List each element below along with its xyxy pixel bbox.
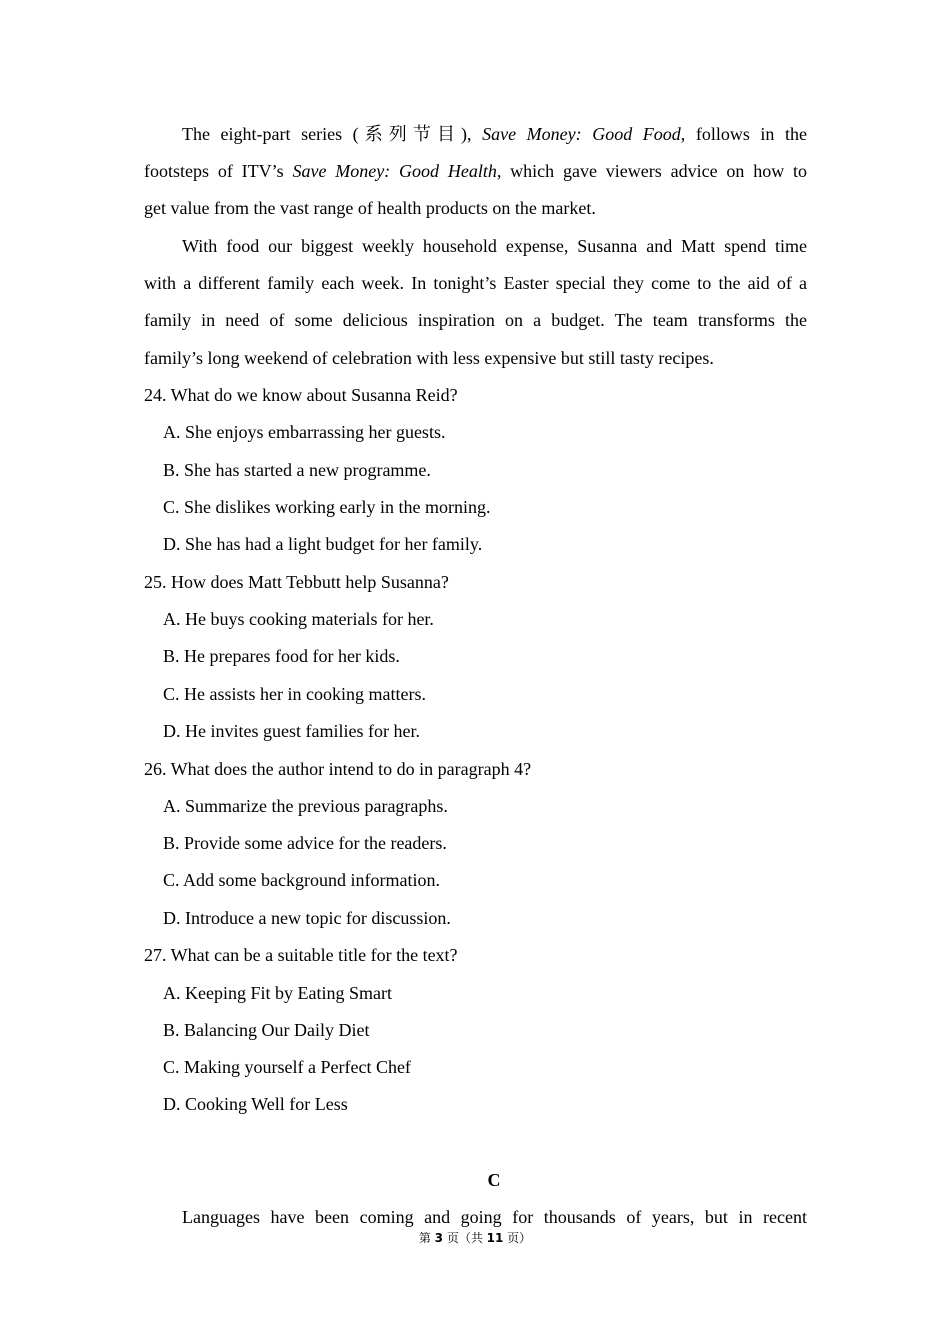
paragraph-2-line-3: family in need of some delicious inspiration on a budget. The team transforms the (144, 310, 807, 330)
paragraph-2-line-4: family’s long weekend of celebration with less expensive but still tasty recipes. (144, 348, 714, 368)
current-page-number: 3 (434, 1231, 443, 1245)
question-24-option-c: C. She dislikes working early in the morning. (163, 497, 491, 517)
question-27-option-a: A. Keeping Fit by Eating Smart (163, 983, 392, 1003)
paragraph-2-line-1: With food our biggest weekly household expense, Susanna and Matt spend time (182, 236, 807, 256)
question-25-option-c: C. He assists her in cooking matters. (163, 684, 426, 704)
section-c-heading: C (487, 1170, 501, 1190)
paragraph-1-line-2: footsteps of ITV’s Save Money: Good Health, which gave viewers advice on how to (144, 161, 808, 181)
question-26-option-a: A. Summarize the previous paragraphs. (163, 796, 448, 816)
series-title: Save Money: Good Food (482, 124, 681, 144)
paragraph-1-line-1: The eight-part series (系列节目), Save Money: Good Food, follows in the (182, 124, 807, 144)
section-c-first-line: Languages have been coming and going for thousands of years, but in recent (182, 1207, 807, 1227)
question-27-option-d: D. Cooking Well for Less (163, 1094, 348, 1114)
paragraph-1-line-3: get value from the vast range of health products on the market. (144, 198, 596, 218)
question-27-option-b: B. Balancing Our Daily Diet (163, 1020, 370, 1040)
question-26-option-d: D. Introduce a new topic for discussion. (163, 908, 451, 928)
question-27-stem: 27. What can be a suitable title for the text? (144, 945, 458, 965)
question-25-option-d: D. He invites guest families for her. (163, 721, 420, 741)
question-26-option-c: C. Add some background information. (163, 870, 440, 890)
page-footer: 第 3 页（共 11 页） (418, 1231, 532, 1245)
question-24-stem: 24. What do we know about Susanna Reid? (144, 385, 458, 405)
previous-series-title: Save Money: Good Health (292, 161, 497, 181)
question-27-option-c: C. Making yourself a Perfect Chef (163, 1057, 411, 1077)
question-25-stem: 25. How does Matt Tebbutt help Susanna? (144, 572, 449, 592)
question-26-option-b: B. Provide some advice for the readers. (163, 833, 447, 853)
paragraph-2-line-2: with a different family each week. In tonight’s Easter special they come to the aid of a (144, 273, 807, 293)
question-25-option-b: B. He prepares food for her kids. (163, 646, 400, 666)
question-24-option-b: B. She has started a new programme. (163, 460, 431, 480)
question-24-option-d: D. She has had a light budget for her family. (163, 534, 483, 554)
question-26-stem: 26. What does the author intend to do in paragraph 4? (144, 759, 532, 779)
question-25-option-a: A. He buys cooking materials for her. (163, 609, 434, 629)
question-24-option-a: A. She enjoys embarrassing her guests. (163, 422, 446, 442)
total-page-count: 11 (486, 1231, 504, 1245)
